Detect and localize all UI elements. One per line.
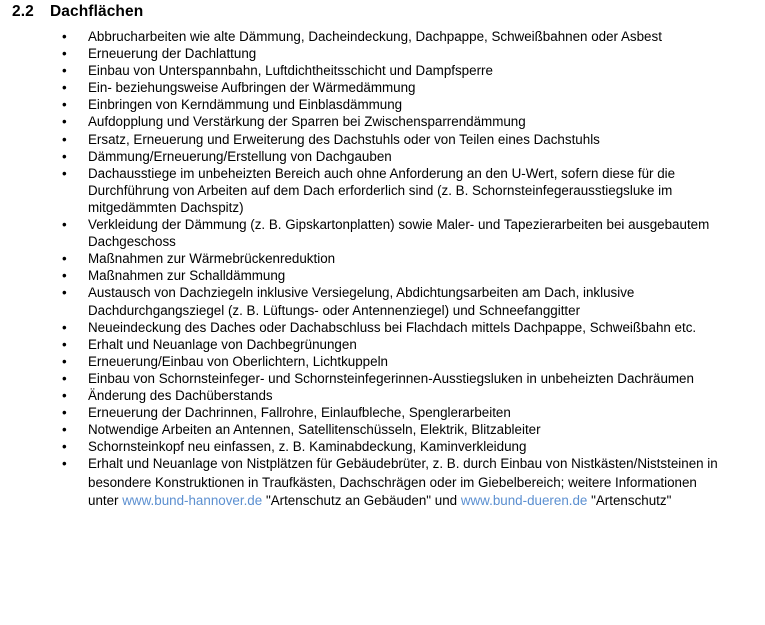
list-item — [0, 96, 765, 113]
list-item-text: Notwendige Arbeiten an Antennen, Satellitenschüsseln, Elektrik, Blitzableiter — [88, 422, 541, 438]
list-item-text: Maßnahmen zur Wärmebrückenreduktion — [88, 251, 336, 267]
list-item-text: Einbau von Unterspannbahn, Luftdichtheitsschicht und Dampfsperre — [88, 63, 493, 79]
list-item-text-part-b: "Artenschutz an Gebäuden" und — [262, 492, 461, 508]
list-item — [0, 404, 765, 421]
list-item — [0, 45, 765, 62]
bullet-icon: • — [62, 336, 67, 352]
list-item-text: Einbringen von Kerndämmung und Einblasdämmung — [88, 97, 403, 113]
list-item-text: Dachausstiege im unbeheizten Bereich auch ohne Anforderung an den U-Wert, sofern diese für die Durchführung von Arbeiten auf dem Dach erforderlich sind (z. B. Schornsteinfegerausstiegsluke im mitgedämmten Dachspitz) — [88, 165, 676, 215]
list-item-text: Ein- beziehungsweise Aufbringen der Wärmedämmung — [88, 80, 416, 96]
bullet-icon: • — [62, 353, 67, 369]
list-item — [0, 148, 765, 165]
link-bund-dueren[interactable]: www.bund-dueren.de — [460, 492, 588, 508]
list-item-text: Neueindeckung des Daches oder Dachabschluss bei Flachdach mittels Dachpappe, Schweißbahn etc. — [88, 319, 697, 335]
list-item — [0, 62, 765, 79]
bullet-icon: • — [62, 80, 67, 96]
list-item — [0, 165, 765, 216]
section-title: Dachflächen — [50, 3, 144, 20]
bullet-icon: • — [62, 405, 67, 421]
bullet-icon: • — [62, 251, 67, 267]
bullet-icon: • — [62, 63, 67, 79]
list-item — [0, 28, 765, 45]
list-item-text: Aufdopplung und Verstärkung der Sparren bei Zwischensparrendämmung — [88, 114, 526, 130]
bullet-icon: • — [62, 131, 67, 147]
list-item — [0, 113, 765, 130]
bullet-icon: • — [62, 148, 67, 164]
bullet-icon: • — [62, 97, 67, 113]
list-item-text: Schornsteinkopf neu einfassen, z. B. Kaminabdeckung, Kaminverkleidung — [88, 439, 527, 455]
list-item-text: Ersatz, Erneuerung und Erweiterung des Dachstuhls oder von Teilen eines Dachstuhls — [88, 131, 600, 147]
list-item — [0, 284, 765, 318]
list-item-text: Verkleidung der Dämmung (z. B. Gipskartonplatten) sowie Maler- und Tapezierarbeiten bei ausgebautem Dachgeschoss — [88, 217, 710, 250]
list-item — [0, 421, 765, 438]
list-item — [0, 438, 765, 455]
bullet-icon: • — [62, 46, 67, 62]
bullet-icon: • — [62, 439, 67, 455]
list-item-text: Dämmung/Erneuerung/Erstellung von Dachgauben — [88, 148, 392, 164]
bullet-icon: • — [62, 217, 67, 233]
list-item-nesting-sites — [0, 455, 765, 510]
bullet-icon: • — [62, 165, 67, 181]
list-item — [0, 131, 765, 148]
bullet-icon: • — [62, 268, 67, 284]
list-item — [0, 250, 765, 267]
list-item-text: Abbrucharbeiten wie alte Dämmung, Dacheindeckung, Dachpappe, Schweißbahnen oder Asbest — [88, 29, 662, 44]
list-item-text: Erneuerung der Dachlattung — [88, 46, 257, 62]
list-item — [0, 336, 765, 353]
bullet-icon: • — [62, 319, 67, 335]
bullet-icon: • — [62, 285, 67, 301]
list-item-text: Erneuerung/Einbau von Oberlichtern, Lichtkuppeln — [88, 353, 388, 369]
list-item-text: Maßnahmen zur Schalldämmung — [88, 268, 286, 284]
measures-list — [0, 28, 765, 510]
bullet-icon: • — [62, 114, 67, 130]
bullet-icon: • — [62, 456, 67, 472]
bullet-icon: • — [62, 387, 67, 403]
section-number: 2.2 — [12, 3, 34, 20]
list-item — [0, 79, 765, 96]
list-item — [0, 319, 765, 336]
list-item — [0, 216, 765, 250]
list-item-text-part-a: Erhalt und Neuanlage von Nistplätzen für Gebäudebrüter, z. B. durch Einbau von Nistkästen/Niststeinen in besondere Konstruktionen in Traufkästen, Dachschrägen oder im Giebelbereich; weitere Informationen unter — [88, 456, 718, 508]
list-item-text: Austausch von Dachziegeln inklusive Versiegelung, Abdichtungsarbeiten am Dach, inklusive Dachdurchgangsziegel (z. B. Lüftungs- oder Antennenziegel) und Schneefanggitter — [88, 285, 635, 318]
bullet-icon: • — [62, 29, 67, 44]
link-bund-hannover[interactable]: www.bund-hannover.de — [122, 492, 263, 508]
section-heading — [12, 2, 143, 22]
bullet-icon: • — [62, 370, 67, 386]
list-item — [0, 370, 765, 387]
list-item-text: Erneuerung der Dachrinnen, Fallrohre, Einlaufbleche, Spenglerarbeiten — [88, 405, 511, 421]
list-item — [0, 387, 765, 404]
bullet-icon: • — [62, 422, 67, 438]
list-item-text: Erhalt und Neuanlage von Dachbegrünungen — [88, 336, 357, 352]
list-item — [0, 353, 765, 370]
list-item-text: Änderung des Dachüberstands — [88, 387, 273, 403]
list-item-text-part-c: "Artenschutz" — [587, 492, 672, 508]
list-item — [0, 267, 765, 284]
list-item-text: Einbau von Schornsteinfeger- und Schornsteinfegerinnen-Ausstiegsluken in unbeheizten Dachräumen — [88, 370, 694, 386]
